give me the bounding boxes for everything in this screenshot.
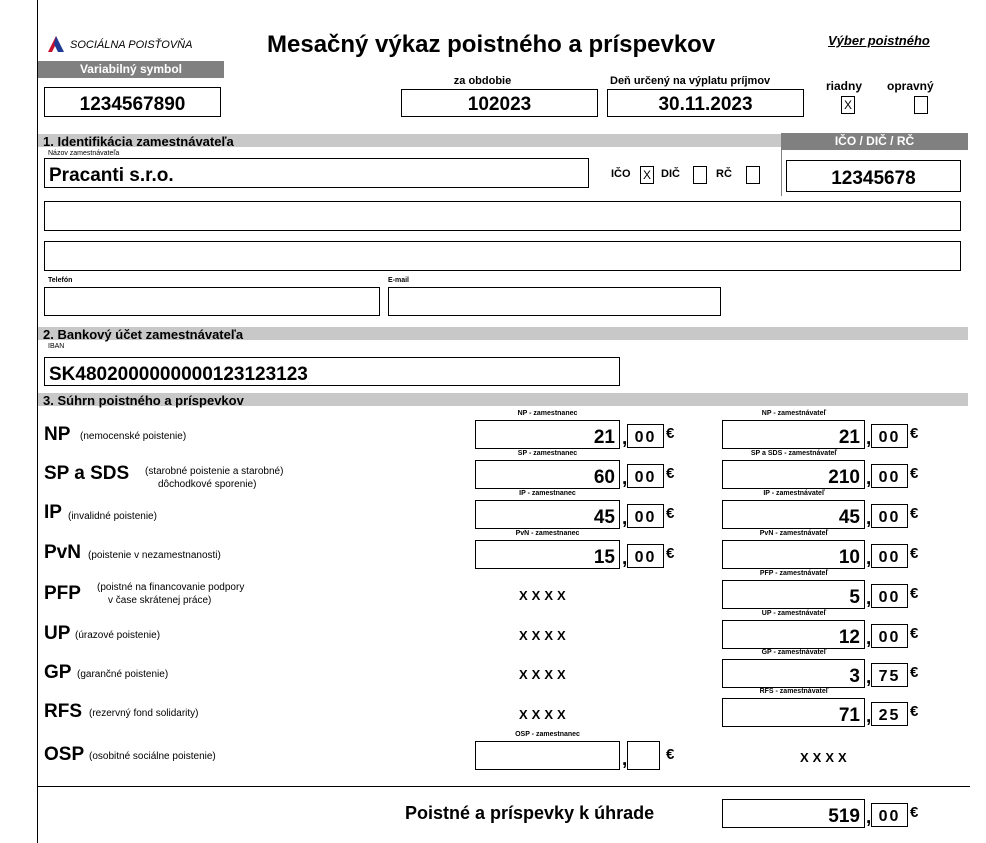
section1-title: 1. Identifikácia zamestnávateľa (43, 134, 234, 149)
up-employer-euro: € (910, 625, 919, 642)
up-employer-amount[interactable]: 12 (722, 620, 865, 649)
id-value-field[interactable]: 12345678 (786, 160, 961, 192)
rfs-desc: (rezervný fond solidarity) (89, 708, 199, 719)
up-code: UP (44, 623, 71, 644)
ip-code: IP (44, 502, 62, 523)
pvn-employer-amount[interactable]: 10 (722, 540, 865, 569)
dic-label: DIČ (661, 168, 680, 180)
sp-employer-euro: € (910, 465, 919, 482)
np-employee-amount[interactable]: 21 (475, 420, 620, 449)
ip-employee-euro: € (666, 505, 675, 522)
email-label: E-mail (388, 277, 410, 284)
sp-employee-euro: € (666, 465, 675, 482)
gp-employer-cents[interactable]: 75 (871, 663, 908, 687)
osp-employee-amount[interactable] (475, 741, 620, 770)
address-line-2[interactable] (44, 241, 961, 271)
variable-symbol-label: Variabilný symbol (38, 61, 224, 78)
total-divider (38, 786, 970, 787)
np-employer-caption: NP - zamestnávateľ (761, 410, 827, 417)
logo-icon (46, 34, 66, 54)
pfp-code: PFP (44, 583, 81, 604)
gp-desc: (garančné poistenie) (77, 669, 169, 680)
np-employer-amount[interactable]: 21 (722, 420, 865, 449)
np-employer-cents[interactable]: 00 (871, 424, 908, 448)
iban-label: IBAN (48, 343, 65, 350)
pfp-desc2: v čase skrátenej práce) (108, 595, 212, 606)
sp-employer-caption: SP a SDS - zamestnávateľ (750, 450, 838, 457)
rfs-employer-amount[interactable]: 71 (722, 698, 865, 727)
ico-label: IČO (611, 168, 631, 180)
period-label: za obdobie (453, 75, 512, 87)
osp-employee-caption: OSP - zamestnanec (515, 731, 580, 738)
np-employee-comma: , (622, 428, 628, 449)
up-employer-comma: , (866, 628, 872, 649)
sp-employer-comma: , (866, 468, 872, 489)
sp-code: SP a SDS (44, 463, 130, 484)
pvn-employee-cents[interactable]: 00 (627, 544, 664, 568)
total-amount[interactable]: 519 (722, 799, 865, 828)
sp-desc: (starobné poistenie a starobné) (145, 466, 284, 477)
page-title: Mesačný výkaz poistného a príspevkov (267, 31, 716, 58)
payday-label: Deň určený na výplatu príjmov (610, 75, 771, 87)
osp-employee-euro: € (666, 746, 675, 763)
rfs-employer-comma: , (866, 706, 872, 727)
ip-employer-euro: € (910, 505, 919, 522)
id-header: IČO / DIČ / RČ (781, 133, 968, 150)
pfp-employer-euro: € (910, 585, 919, 602)
osp-desc: (osobitné sociálne poistenie) (89, 751, 216, 762)
up-employee-na: XXXX (519, 628, 570, 643)
osp-code: OSP (44, 744, 85, 765)
pfp-employee-na: XXXX (519, 588, 570, 603)
ip-employer-comma: , (866, 508, 872, 529)
np-employee-caption: NP - zamestnanec (517, 410, 578, 417)
gp-employer-euro: € (910, 664, 919, 681)
sp-employee-cents[interactable]: 00 (627, 464, 664, 488)
employer-name-field[interactable]: Pracanti s.r.o. (44, 158, 589, 188)
ico-checkbox[interactable]: X (640, 166, 654, 184)
type-regular-label: riadny (826, 79, 863, 93)
section2-title: 2. Bankový účet zamestnávateľa (43, 327, 244, 342)
vyber-poistneho-link[interactable]: Výber poistného (828, 33, 930, 48)
id-divider (781, 150, 782, 196)
pfp-employer-amount[interactable]: 5 (722, 580, 865, 609)
pvn-employer-caption: PvN - zamestnávateľ (759, 530, 829, 537)
ip-employee-caption: IP - zamestnanec (519, 490, 576, 497)
rfs-employer-caption: RFS - zamestnávateľ (759, 688, 829, 695)
rc-checkbox[interactable] (746, 166, 760, 184)
pfp-desc: (poistné na financovanie podpory (97, 582, 245, 593)
type-corrective-label: opravný (887, 79, 934, 93)
pvn-employer-cents[interactable]: 00 (871, 544, 908, 568)
variable-symbol-field[interactable]: 1234567890 (44, 87, 221, 117)
rc-label: RČ (716, 168, 732, 180)
phone-field[interactable] (44, 287, 380, 316)
np-employee-euro: € (666, 425, 675, 442)
sp-employer-amount[interactable]: 210 (722, 460, 865, 489)
gp-code: GP (44, 662, 72, 683)
pvn-desc: (poistenie v nezamestnanosti) (88, 550, 221, 561)
type-corrective-checkbox[interactable] (914, 96, 928, 114)
pvn-code: PvN (44, 542, 81, 563)
logo-text: SOCIÁLNA POISŤOVŇA (70, 39, 193, 51)
sp-desc2: dôchodkové sporenie) (158, 479, 257, 490)
pvn-employer-euro: € (910, 545, 919, 562)
rfs-code: RFS (44, 701, 82, 722)
ip-employer-amount[interactable]: 45 (722, 500, 865, 529)
pfp-employer-comma: , (866, 588, 872, 609)
up-desc: (úrazové poistenie) (75, 630, 161, 641)
pvn-employee-euro: € (666, 545, 675, 562)
sp-employer-cents[interactable]: 00 (871, 464, 908, 488)
up-employer-cents[interactable]: 00 (871, 624, 908, 648)
address-line-1[interactable] (44, 201, 961, 231)
pvn-employee-caption: PvN - zamestnanec (515, 530, 580, 537)
total-cents[interactable]: 00 (871, 803, 908, 827)
osp-employer-na: XXXX (800, 750, 851, 765)
iban-field[interactable]: SK4802000000000123123123 (44, 357, 620, 386)
sp-employee-amount[interactable]: 60 (475, 460, 620, 489)
pvn-employee-amount[interactable]: 15 (475, 540, 620, 569)
ip-employer-caption: IP - zamestnávateľ (763, 490, 825, 497)
ip-desc: (invalidné poistenie) (68, 511, 157, 522)
np-employer-comma: , (866, 428, 872, 449)
ip-employee-comma: , (622, 508, 628, 529)
type-regular-checkbox[interactable]: X (841, 96, 855, 114)
pvn-employer-comma: , (866, 548, 872, 569)
np-desc: (nemocenské poistenie) (80, 431, 187, 442)
total-label: Poistné a príspevky k úhrade (405, 803, 655, 823)
phone-label: Telefón (48, 277, 73, 284)
gp-employer-comma: , (866, 667, 872, 688)
page-border (37, 0, 38, 843)
ip-employee-cents[interactable]: 00 (627, 504, 664, 528)
np-employee-cents[interactable]: 00 (627, 424, 664, 448)
pfp-employer-cents[interactable]: 00 (871, 584, 908, 608)
gp-employer-amount[interactable]: 3 (722, 659, 865, 688)
email-field[interactable] (388, 287, 721, 316)
payday-field[interactable]: 30.11.2023 (607, 89, 804, 117)
employer-name-label: Názov zamestnávateľa (48, 150, 120, 157)
sp-employee-comma: , (622, 468, 628, 489)
section3-title: 3. Súhrn poistného a príspevkov (43, 393, 244, 408)
sp-employee-caption: SP - zamestnanec (517, 450, 578, 457)
up-employer-caption: UP - zamestnávateľ (761, 610, 827, 617)
osp-employee-cents[interactable] (627, 741, 660, 770)
rfs-employer-euro: € (910, 703, 919, 720)
pfp-employer-caption: PFP - zamestnávateľ (759, 570, 829, 577)
pvn-employee-comma: , (622, 548, 628, 569)
ip-employer-cents[interactable]: 00 (871, 504, 908, 528)
gp-employer-caption: GP - zamestnávateľ (761, 649, 827, 656)
total-comma: , (866, 807, 872, 828)
dic-checkbox[interactable] (693, 166, 707, 184)
rfs-employer-cents[interactable]: 25 (871, 702, 908, 726)
period-field[interactable]: 102023 (401, 89, 598, 117)
total-euro: € (910, 804, 919, 821)
rfs-employee-na: XXXX (519, 707, 570, 722)
np-employer-euro: € (910, 425, 919, 442)
np-code: NP (44, 424, 71, 445)
gp-employee-na: XXXX (519, 667, 570, 682)
ip-employee-amount[interactable]: 45 (475, 500, 620, 529)
osp-employee-comma: , (622, 749, 628, 770)
